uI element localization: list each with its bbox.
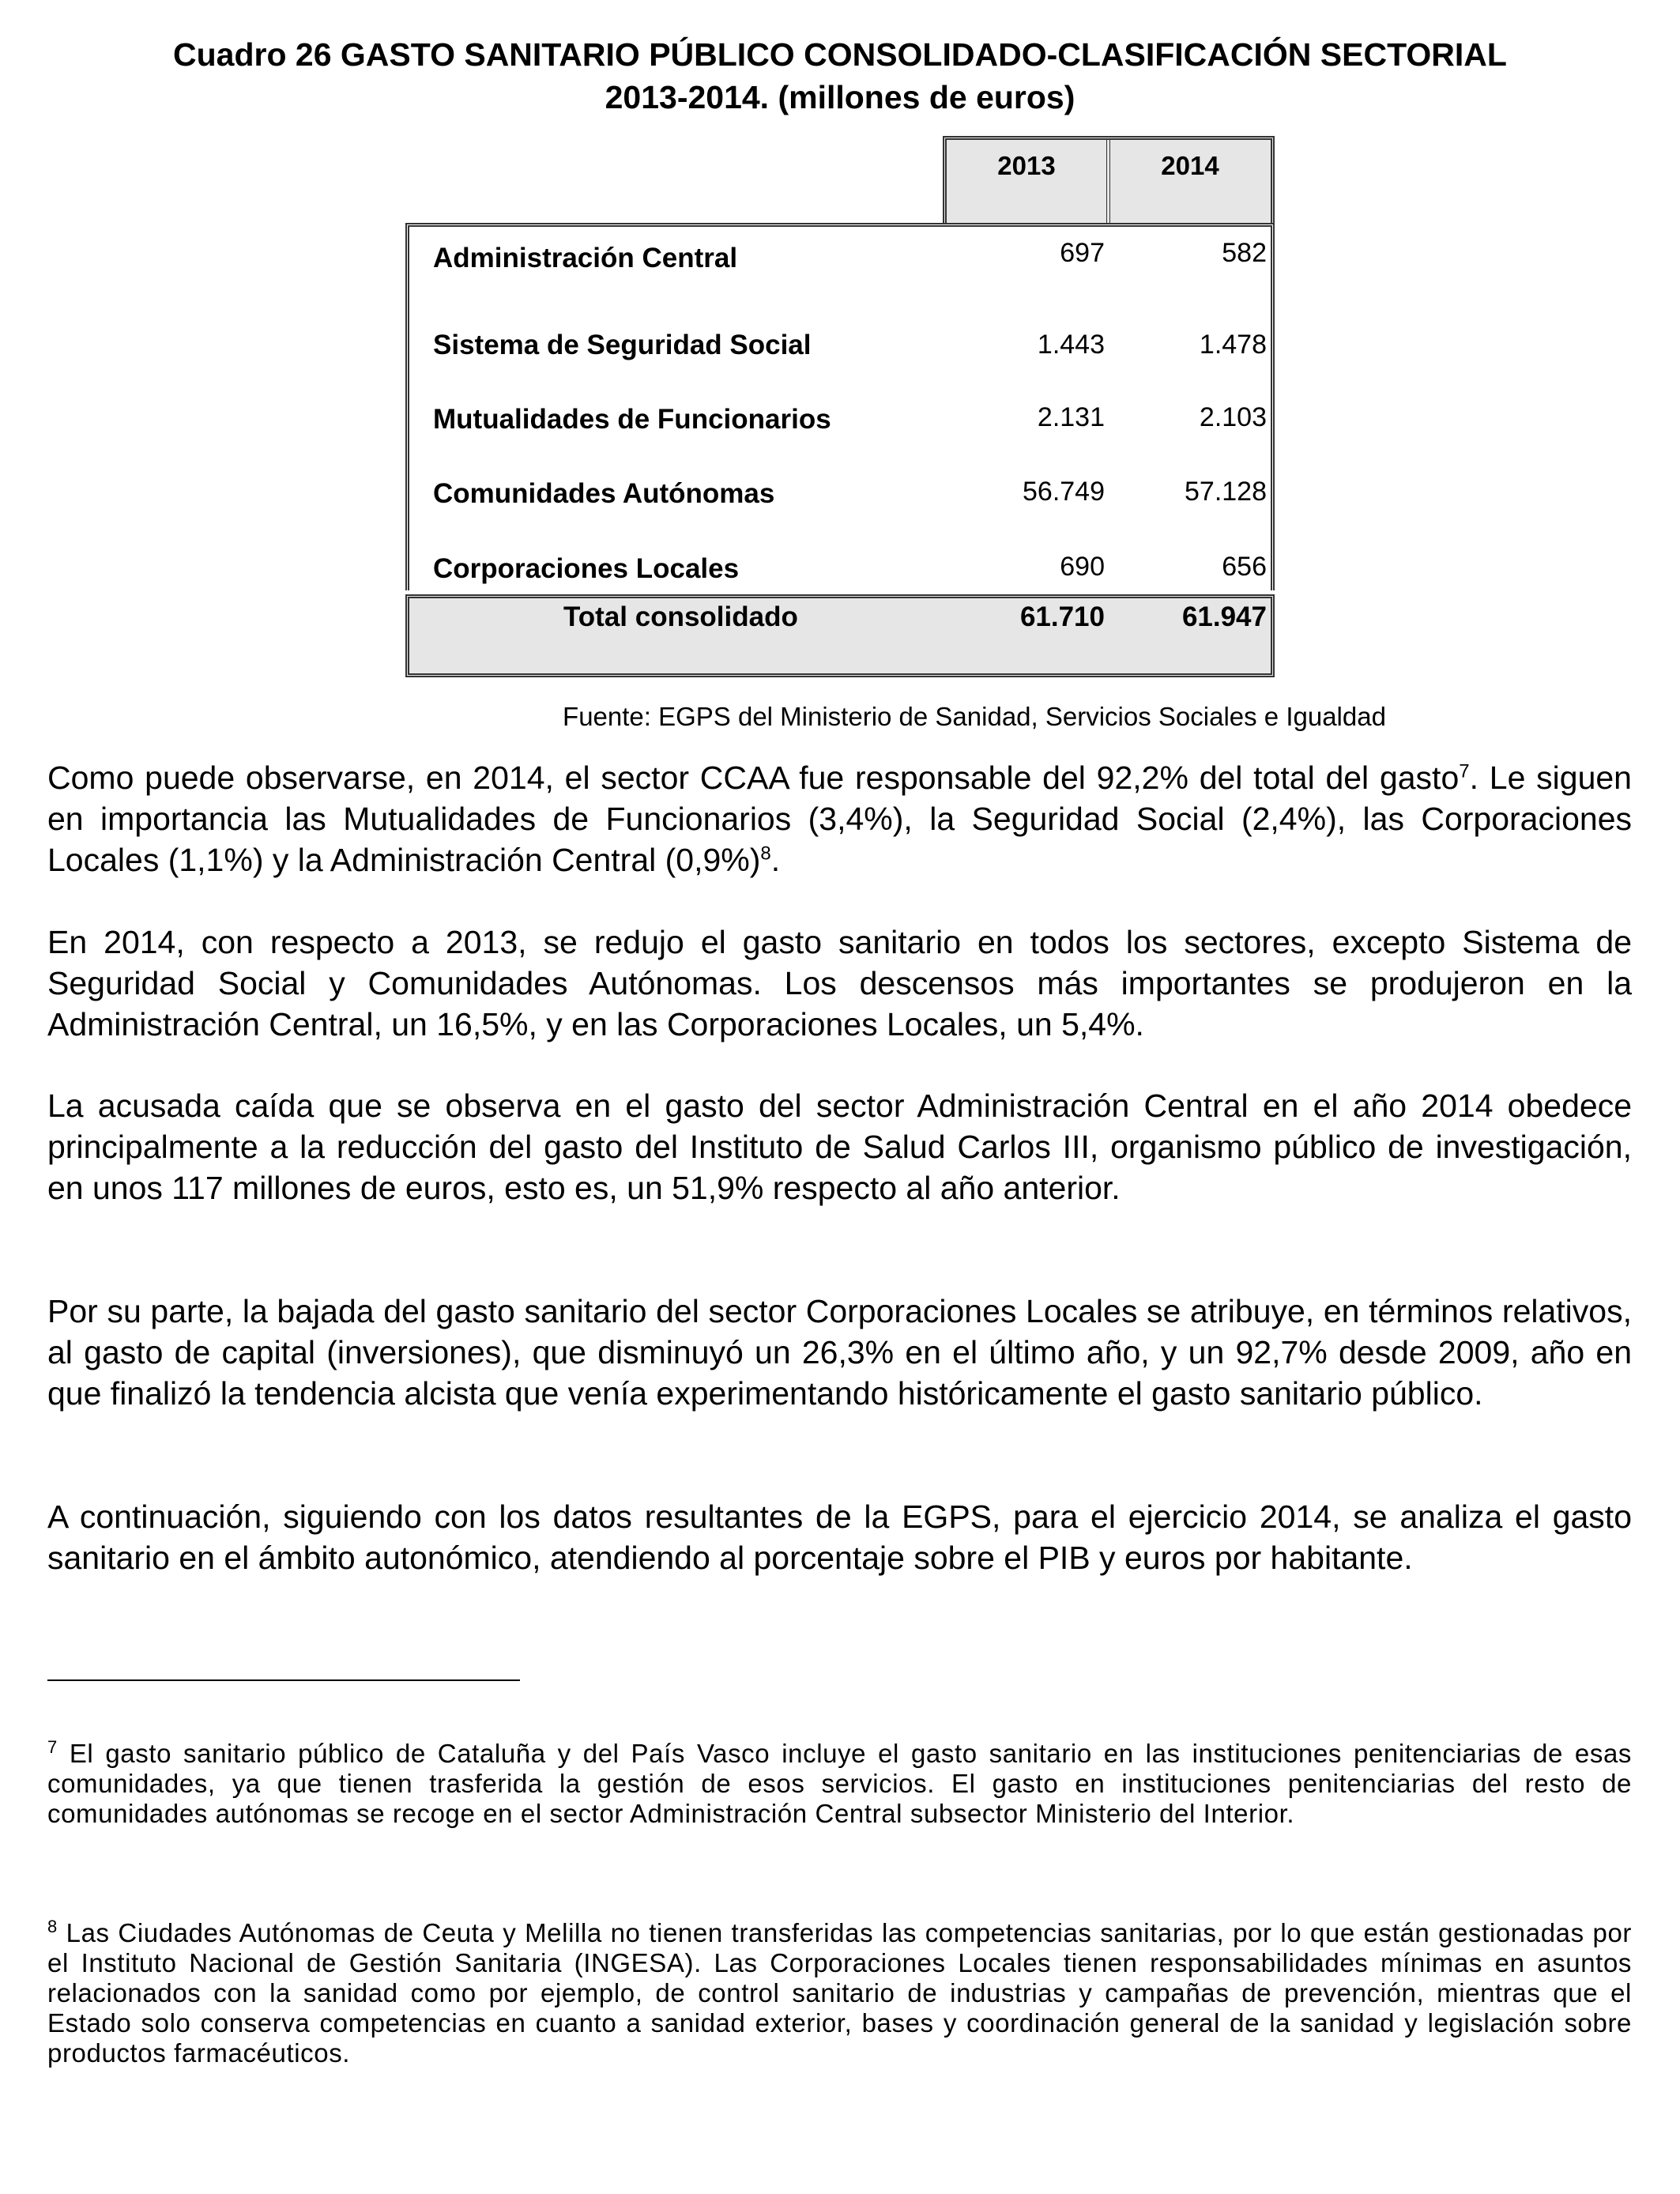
cell-ss-2013: 1.443 — [1037, 330, 1105, 360]
table-header — [943, 136, 1275, 228]
row-label-administracion-central: Administración Central — [433, 243, 738, 273]
title-line-1: Cuadro 26 GASTO SANITARIO PÚBLICO CONSOLIDADO-CLASIFICACIÓN SECTORIAL — [173, 36, 1507, 73]
expenditure-table — [405, 136, 1275, 681]
footnote-7 — [47, 1739, 1632, 1829]
cell-ss-2014: 1.478 — [1199, 330, 1267, 360]
cell-ccaa-2013: 56.749 — [1023, 477, 1105, 507]
total-label: Total consolidado — [563, 601, 798, 632]
paragraph-1-part-b: . Le siguen en importancia las Mutualidades de Funcionarios (3,4%), la Seguridad Social (2,4%), las Corporaciones Locales (1,1%) y la Administración Central (0,9%) — [47, 760, 1632, 878]
cell-mut-2014: 2.103 — [1199, 402, 1267, 432]
paragraph-4: Por su parte, la bajada del gasto sanitario del sector Corporaciones Locales se atribuye, en términos relativos, al gasto de capital (inversiones), que disminuyó un 26,3% en el último año, y un 92,7% desde 2009, año en que finalizó la tendencia alcista que venía experimentando históricamente el gasto sanitario público. — [47, 1293, 1632, 1412]
paragraph-1-part-c: . — [770, 842, 781, 878]
cell-admin-2014: 582 — [1222, 238, 1267, 268]
header-2013: 2013 — [997, 151, 1056, 180]
table-title — [47, 33, 1633, 119]
paragraph-5: A continuación, siguiendo con los datos resultantes de la EGPS, para el ejercicio 2014, se analiza el gasto sanitario en el ámbito autonómico, atendiendo al porcentaje sobre el PIB y euros por habitante. — [47, 1498, 1632, 1576]
paragraph-1 — [47, 757, 1632, 880]
footnote-8 — [47, 1918, 1632, 2068]
table-body — [405, 223, 1275, 590]
cell-ccaa-2014: 57.128 — [1185, 477, 1267, 507]
cell-admin-2013: 697 — [1060, 238, 1105, 268]
cell-cl-2014: 656 — [1222, 552, 1267, 582]
total-2014: 61.947 — [1181, 601, 1267, 632]
footnote-8-number: 8 — [47, 1917, 58, 1936]
footnote-ref-8[interactable]: 8 — [760, 843, 771, 865]
paragraph-2: En 2014, con respecto a 2013, se redujo el gasto sanitario en todos los sectores, excepto Sistema de Seguridad Social y Comunidades Autónomas. Los descensos más importantes se produjeron en la Administración Central, un 16,5%, y en las Corporaciones Locales, un 5,4%. — [47, 924, 1632, 1042]
total-2013: 61.710 — [1019, 601, 1105, 632]
cell-mut-2013: 2.131 — [1037, 402, 1105, 432]
footnote-ref-7[interactable]: 7 — [1459, 760, 1470, 782]
header-2014: 2014 — [1161, 151, 1219, 180]
footnote-separator — [47, 1679, 520, 1681]
row-label-mutualidades: Mutualidades de Funcionarios — [433, 404, 831, 435]
row-label-comunidades: Comunidades Autónomas — [433, 478, 775, 509]
paragraph-3: La acusada caída que se observa en el gasto del sector Administración Central en el año 2014 obedece principalmente a la reducción del gasto del Instituto de Salud Carlos III, organismo público de investigación, en unos 117 millones de euros, esto es, un 51,9% respecto al año anterior. — [47, 1088, 1632, 1206]
paragraph-1-part-a: Como puede observarse, en 2014, el sector CCAA fue responsable del 92,2% del total del gasto — [47, 760, 1460, 796]
cell-cl-2013: 690 — [1060, 552, 1105, 582]
footnote-7-number: 7 — [47, 1737, 58, 1757]
footnote-7-text: El gasto sanitario público de Cataluña y del País Vasco incluye el gasto sanitario en las instituciones penitenciarias de esas comunidades, ya que tienen trasferida la gestión de esos servicios. El gasto en instituciones penitenciarias del resto de comunidades autónomas se recoge en el sector Administración Central subsector Ministerio del Interior. — [47, 1739, 1632, 1828]
table-source: Fuente: EGPS del Ministerio de Sanidad, Servicios Sociales e Igualdad — [563, 702, 1386, 731]
table-total-row — [405, 594, 1275, 677]
row-label-corporaciones: Corporaciones Locales — [433, 553, 740, 584]
footnote-8-text: Las Ciudades Autónomas de Ceuta y Melilla no tienen transferidas las competencias sanitarias, por lo que están gestionadas por el Instituto Nacional de Gestión Sanitaria (INGESA). Las Corporaciones Locales tienen responsabilidades mínimas en asuntos relacionados con la sanidad como por ejemplo, de control sanitario de industrias y campañas de prevención, mientras que el Estado solo conserva competencias en cuanto a sanidad exterior, bases y coordinación general de la sanidad y legislación sobre productos farmacéuticos. — [47, 1918, 1632, 2068]
title-line-2: 2013-2014. (millones de euros) — [605, 79, 1075, 115]
row-label-seguridad-social: Sistema de Seguridad Social — [433, 330, 812, 360]
